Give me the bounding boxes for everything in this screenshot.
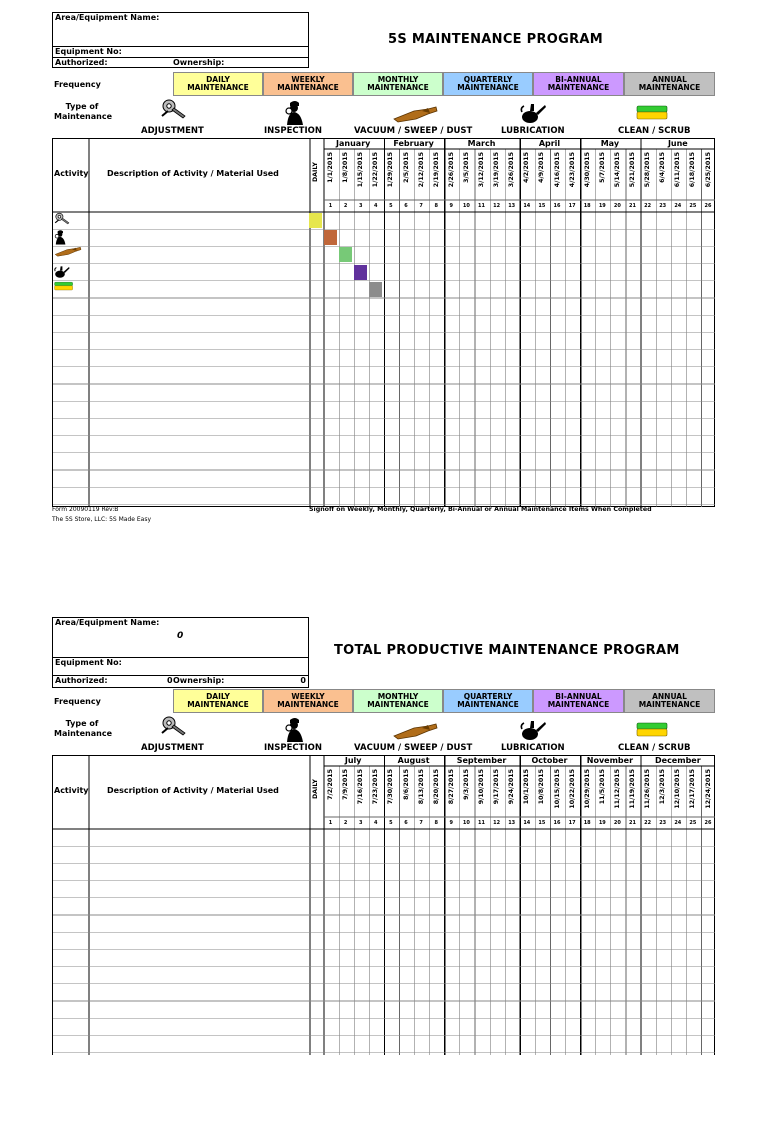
frequency-label: Frequency xyxy=(54,80,101,89)
biannual-mark[interactable] xyxy=(369,282,382,297)
maintenance-sheet-2 xyxy=(0,617,768,1129)
week-date-header: 4/2/2015 xyxy=(523,152,531,183)
equipment-number-field[interactable] xyxy=(53,658,308,676)
week-date-header: 8/6/2015 xyxy=(402,769,410,800)
form-number: Form 20090119 Rev:B xyxy=(52,506,119,513)
week-number: 20 xyxy=(613,820,621,826)
frequency-cell-label: BI-ANNUAL MAINTENANCE xyxy=(547,691,610,709)
maintenance-type-label: CLEAN / SCRUB xyxy=(618,743,691,753)
authorized-field[interactable] xyxy=(53,676,308,688)
week-number: 7 xyxy=(419,203,423,209)
week-date-header: 10/8/2015 xyxy=(538,769,546,805)
description-header: Description of Activity / Material Used xyxy=(107,786,279,795)
week-number: 19 xyxy=(598,203,606,209)
week-date-header: 1/15/2015 xyxy=(357,152,365,188)
maintenance-type-label: INSPECTION xyxy=(264,743,322,753)
week-number: 18 xyxy=(583,203,591,209)
week-number: 21 xyxy=(629,820,636,826)
week-number: 22 xyxy=(644,203,652,209)
page-title: 5S MAINTENANCE PROGRAM xyxy=(388,32,604,47)
week-number: 26 xyxy=(704,203,712,209)
week-date-header: 1/29/2015 xyxy=(387,152,395,188)
inspector-magnifier-icon xyxy=(284,716,306,746)
week-number: 23 xyxy=(659,203,667,209)
week-date-header: 6/25/2015 xyxy=(704,152,712,188)
week-number: 21 xyxy=(629,203,636,209)
week-number: 6 xyxy=(404,820,408,826)
week-number: 5 xyxy=(389,820,393,826)
frequency-cell-label: MONTHLY MAINTENANCE xyxy=(367,691,429,709)
frequency-biannual-cell xyxy=(533,689,624,713)
maintenance-type-label: LUBRICATION xyxy=(501,743,565,753)
description-header: Description of Activity / Material Used xyxy=(107,169,279,178)
week-date-header: 2/19/2015 xyxy=(432,152,440,188)
week-date-header: 7/9/2015 xyxy=(342,769,350,800)
maintenance-type-label: VACUUM / SWEEP / DUST xyxy=(354,743,473,753)
month-header-april: April xyxy=(538,139,561,148)
week-number: 15 xyxy=(538,203,546,209)
grid-lines xyxy=(52,138,715,507)
area-equipment-label: Area/Equipment Name: xyxy=(55,618,160,627)
week-date-header: 10/22/2015 xyxy=(568,769,576,809)
weekly-mark[interactable] xyxy=(324,230,337,245)
week-number: 2 xyxy=(343,820,348,826)
week-number: 17 xyxy=(568,203,576,209)
week-number: 11 xyxy=(478,820,485,826)
week-date-header: 9/3/2015 xyxy=(462,769,470,800)
week-date-header: 1/1/2015 xyxy=(327,152,334,183)
week-date-header: 6/4/2015 xyxy=(659,152,667,183)
frequency-monthly-cell xyxy=(353,72,443,96)
maintenance-type-label: INSPECTION xyxy=(264,126,322,136)
week-date-header: 5/21/2015 xyxy=(629,152,636,188)
week-date-header: 9/17/2015 xyxy=(493,769,501,805)
week-date-header: 2/26/2015 xyxy=(447,152,455,188)
week-number: 25 xyxy=(689,820,697,826)
signoff-note: Signoff on Weekly, Monthly, Quarterly, Bi-Annual or Annual Maintenance Items When Completed xyxy=(309,506,652,513)
maintenance-sheet-1 xyxy=(0,0,768,523)
month-header-march: March xyxy=(467,139,496,148)
month-header-january: January xyxy=(336,139,371,148)
frequency-cell-label: ANNUAL MAINTENANCE xyxy=(638,691,701,709)
oil-can-icon xyxy=(520,100,546,128)
frequency-cell-label: QUARTERLY MAINTENANCE xyxy=(457,74,519,92)
wrench-gear-icon xyxy=(54,212,78,226)
frequency-annual-cell xyxy=(624,689,715,713)
ownership-label: Ownership: xyxy=(173,676,225,685)
week-number: 1 xyxy=(328,203,333,209)
week-number: 17 xyxy=(568,820,576,826)
week-number: 2 xyxy=(343,203,348,209)
week-date-header: 7/30/2015 xyxy=(387,769,395,805)
inspector-magnifier-icon xyxy=(284,99,306,129)
vacuum-nozzle-icon xyxy=(54,246,78,260)
week-date-header: 5/14/2015 xyxy=(613,152,621,188)
area-equipment-value: 0 xyxy=(177,631,184,641)
activity-header: Activity xyxy=(54,169,89,178)
week-date-header: 11/12/2015 xyxy=(613,769,621,809)
week-number: 10 xyxy=(462,203,470,209)
maintenance-type-label: ADJUSTMENT xyxy=(141,126,204,136)
frequency-quarterly-cell xyxy=(443,689,533,713)
type-of-maintenance-label: Type of Maintenance xyxy=(54,719,113,738)
week-number: 20 xyxy=(613,203,621,209)
week-date-header: 11/19/2015 xyxy=(629,769,636,809)
week-number: 4 xyxy=(374,820,378,826)
equipment-number-label: Equipment No: xyxy=(55,47,122,56)
area-equipment-label: Area/Equipment Name: xyxy=(55,13,160,22)
daily-mark[interactable] xyxy=(309,213,322,228)
frequency-weekly-cell xyxy=(263,689,353,713)
sponge-icon xyxy=(54,281,78,295)
week-date-header: 4/30/2015 xyxy=(583,152,591,188)
month-header-december: December xyxy=(655,756,701,765)
month-header-august: August xyxy=(397,756,430,765)
week-date-header: 9/24/2015 xyxy=(508,769,516,805)
week-number: 8 xyxy=(434,820,438,826)
week-number: 5 xyxy=(389,203,393,209)
week-date-header: 8/13/2015 xyxy=(417,769,425,805)
week-date-header: 4/16/2015 xyxy=(553,152,561,188)
week-number: 24 xyxy=(674,820,682,826)
oil-can-icon xyxy=(54,264,78,278)
frequency-quarterly-cell xyxy=(443,72,533,96)
vacuum-nozzle-icon xyxy=(392,722,438,744)
quarterly-mark[interactable] xyxy=(354,265,367,280)
week-date-header: 7/16/2015 xyxy=(357,769,365,805)
daily-column-header: DAILY xyxy=(312,779,319,800)
ownership-value: 0 xyxy=(300,676,306,685)
week-number: 9 xyxy=(449,820,454,826)
frequency-cell-label: ANNUAL MAINTENANCE xyxy=(638,74,701,92)
type-of-maintenance-label: Type of Maintenance xyxy=(54,102,113,121)
week-date-header: 6/18/2015 xyxy=(689,152,697,188)
week-number: 18 xyxy=(583,820,591,826)
authorized-value: 0 xyxy=(167,676,173,685)
week-date-header: 12/17/2015 xyxy=(689,769,697,809)
month-header-may: May xyxy=(600,139,620,148)
week-date-header: 1/22/2015 xyxy=(372,152,380,188)
week-number: 10 xyxy=(462,820,470,826)
week-date-header: 10/1/2015 xyxy=(523,769,531,805)
week-date-header: 5/28/2015 xyxy=(644,152,652,188)
week-number: 6 xyxy=(404,203,408,209)
frequency-cell-label: MONTHLY MAINTENANCE xyxy=(367,74,429,92)
week-date-header: 3/12/2015 xyxy=(478,152,485,188)
week-number: 12 xyxy=(493,820,501,826)
month-header-june: June xyxy=(667,139,688,148)
activity-header: Activity xyxy=(54,786,89,795)
week-date-header: 11/26/2015 xyxy=(644,769,652,809)
frequency-weekly-cell xyxy=(263,72,353,96)
month-header-november: November xyxy=(586,756,634,765)
week-number: 13 xyxy=(508,820,516,826)
authorized-field[interactable] xyxy=(53,58,308,68)
page-title: TOTAL PRODUCTIVE MAINTENANCE PROGRAM xyxy=(334,643,680,658)
week-date-header: 12/3/2015 xyxy=(659,769,667,805)
week-date-header: 10/29/2015 xyxy=(583,769,591,809)
frequency-daily-cell xyxy=(173,72,263,96)
week-date-header: 3/19/2015 xyxy=(493,152,501,188)
vacuum-nozzle-icon xyxy=(392,105,438,127)
frequency-annual-cell xyxy=(624,72,715,96)
frequency-cell-label: DAILY MAINTENANCE xyxy=(187,74,249,92)
week-number: 12 xyxy=(493,203,501,209)
area-equipment-field[interactable] xyxy=(53,13,308,47)
frequency-label: Frequency xyxy=(54,697,101,706)
week-number: 25 xyxy=(689,203,697,209)
week-number: 14 xyxy=(523,203,531,209)
maintenance-type-label: VACUUM / SWEEP / DUST xyxy=(354,126,473,136)
month-header-july: July xyxy=(344,756,362,765)
week-number: 3 xyxy=(358,203,363,209)
week-date-header: 12/24/2015 xyxy=(704,769,712,809)
week-date-header: 2/5/2015 xyxy=(402,152,410,183)
week-number: 11 xyxy=(478,203,485,209)
wrench-gear-icon xyxy=(160,715,186,741)
week-date-header: 6/11/2015 xyxy=(674,152,682,188)
equipment-info-box xyxy=(52,12,309,68)
equipment-number-field[interactable] xyxy=(53,47,308,58)
week-number: 24 xyxy=(674,203,682,209)
sponge-icon xyxy=(636,721,668,741)
week-date-header: 11/5/2015 xyxy=(598,769,606,805)
week-number: 8 xyxy=(434,203,438,209)
week-date-header: 3/5/2015 xyxy=(462,152,470,183)
frequency-daily-cell xyxy=(173,689,263,713)
maintenance-schedule-grid xyxy=(52,138,715,507)
maintenance-type-label: LUBRICATION xyxy=(501,126,565,136)
frequency-cell-label: WEEKLY MAINTENANCE xyxy=(277,74,339,92)
ownership-label: Ownership: xyxy=(173,58,225,67)
week-number: 23 xyxy=(659,820,667,826)
week-date-header: 3/26/2015 xyxy=(508,152,516,188)
frequency-monthly-cell xyxy=(353,689,443,713)
week-date-header: 7/23/2015 xyxy=(372,769,380,805)
week-number: 14 xyxy=(523,820,531,826)
wrench-gear-icon xyxy=(160,98,186,124)
area-equipment-field[interactable] xyxy=(53,618,308,658)
equipment-number-label: Equipment No: xyxy=(55,658,122,667)
authorized-label: Authorized: xyxy=(55,58,108,67)
inspector-magnifier-icon xyxy=(54,229,78,243)
week-number: 4 xyxy=(374,203,378,209)
company-name: The 5S Store, LLC: 5S Made Easy xyxy=(52,516,152,523)
monthly-mark[interactable] xyxy=(339,247,352,262)
week-date-header: 9/10/2015 xyxy=(478,769,485,805)
week-date-header: 4/9/2015 xyxy=(538,152,546,183)
authorized-label: Authorized: xyxy=(55,676,108,685)
week-number: 3 xyxy=(358,820,363,826)
week-number: 15 xyxy=(538,820,546,826)
week-number: 1 xyxy=(328,820,333,826)
week-date-header: 8/27/2015 xyxy=(447,769,455,805)
week-date-header: 8/20/2015 xyxy=(432,769,440,805)
maintenance-type-label: CLEAN / SCRUB xyxy=(618,126,691,136)
oil-can-icon xyxy=(520,717,546,745)
week-date-header: 7/2/2015 xyxy=(327,769,334,800)
week-number: 13 xyxy=(508,203,516,209)
week-number: 7 xyxy=(419,820,423,826)
frequency-cell-label: BI-ANNUAL MAINTENANCE xyxy=(547,74,610,92)
equipment-info-box xyxy=(52,617,309,688)
month-header-february: February xyxy=(393,139,434,148)
month-header-september: September xyxy=(456,756,507,765)
week-date-header: 10/15/2015 xyxy=(553,769,561,809)
week-date-header: 4/23/2015 xyxy=(568,152,576,188)
week-date-header: 12/10/2015 xyxy=(674,769,682,809)
week-number: 19 xyxy=(598,820,606,826)
month-header-october: October xyxy=(531,756,568,765)
week-number: 26 xyxy=(704,820,712,826)
week-number: 9 xyxy=(449,203,454,209)
week-date-header: 2/12/2015 xyxy=(417,152,425,188)
frequency-cell-label: DAILY MAINTENANCE xyxy=(187,691,249,709)
week-number: 16 xyxy=(553,203,561,209)
frequency-cell-label: QUARTERLY MAINTENANCE xyxy=(457,691,519,709)
week-number: 22 xyxy=(644,820,652,826)
daily-column-header: DAILY xyxy=(312,162,319,183)
week-number: 16 xyxy=(553,820,561,826)
week-date-header: 1/8/2015 xyxy=(342,152,350,183)
frequency-biannual-cell xyxy=(533,72,624,96)
sponge-icon xyxy=(636,104,668,124)
maintenance-type-label: ADJUSTMENT xyxy=(141,743,204,753)
week-date-header: 5/7/2015 xyxy=(598,152,606,183)
frequency-cell-label: WEEKLY MAINTENANCE xyxy=(277,691,339,709)
